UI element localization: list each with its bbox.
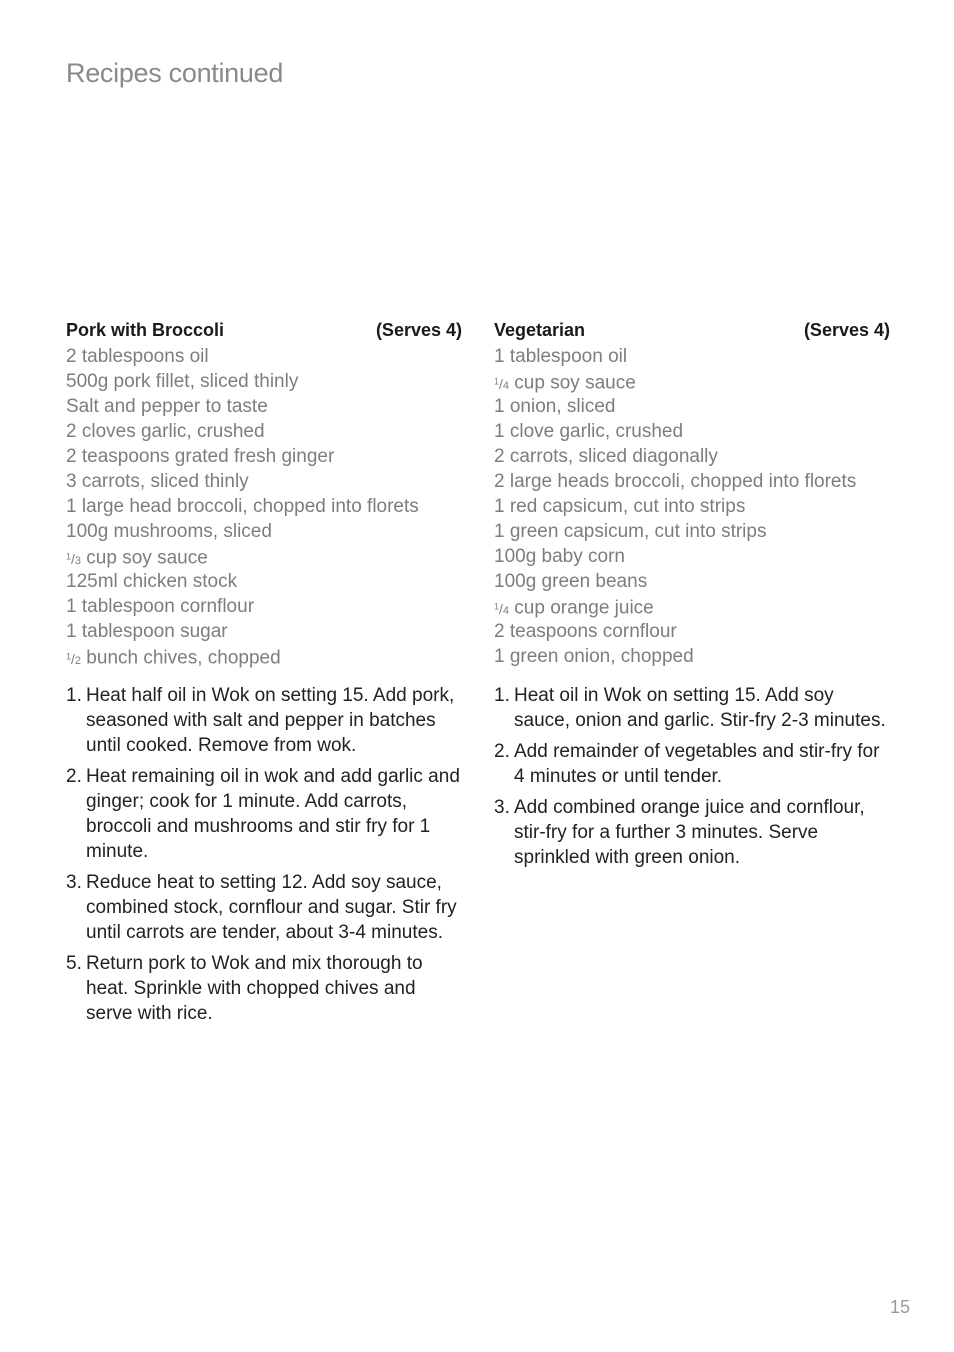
method-step xyxy=(494,795,890,870)
step-text: Add remainder of vegetables and stir-fry for 4 minutes or until tender. xyxy=(514,741,880,787)
ingredient-item xyxy=(66,594,462,619)
step-number: 5. xyxy=(66,953,82,974)
ingredient-item xyxy=(66,444,462,469)
step-text: Reduce heat to setting 12. Add soy sauce, combined stock, cornflour and sugar. Stir fry until carrots are tender, about 3-4 minutes. xyxy=(86,872,457,943)
step-number: 2. xyxy=(494,741,510,762)
recipe-title: Vegetarian xyxy=(494,320,586,340)
recipe-header xyxy=(494,316,890,344)
ingredient-text: 1 large head broccoli, chopped into florets xyxy=(66,496,419,517)
ingredient-text: 2 teaspoons cornflour xyxy=(494,621,677,642)
fraction-numerator: 1 xyxy=(66,651,72,661)
ingredient-text: 1 tablespoon cornflour xyxy=(66,596,255,617)
fraction: $^1$/4 xyxy=(494,375,510,392)
ingredient-text: 2 large heads broccoli, chopped into florets xyxy=(494,471,857,492)
ingredient-text: cup soy sauce xyxy=(81,547,208,569)
step-number: 3. xyxy=(66,872,82,893)
ingredient-text: 2 cloves garlic, crushed xyxy=(66,421,265,442)
recipe-pork-with-broccoli xyxy=(66,316,462,1032)
ingredient-text: 100g green beans xyxy=(494,571,648,592)
ingredient-item xyxy=(494,644,890,669)
step-text: Heat remaining oil in wok and add garlic and ginger; cook for 1 minute. Add carrots, broccoli and mushrooms and stir fry for 1 minute. xyxy=(86,766,460,862)
fraction: $^1$/3 xyxy=(66,550,82,567)
step-number: 3. xyxy=(494,797,510,818)
step-text: Heat oil in Wok on setting 15. Add soy sauce, onion and garlic. Stir-fry 2-3 minutes. xyxy=(514,685,886,731)
step-text: Return pork to Wok and mix thorough to heat. Sprinkle with chopped chives and serve with rice. xyxy=(86,953,423,1024)
fraction-denominator: 2 xyxy=(74,654,82,667)
ingredient-text: 3 carrots, sliced thinly xyxy=(66,471,249,492)
ingredient-item xyxy=(494,444,890,469)
ingredient-text: 1 onion, sliced xyxy=(494,396,616,417)
ingredient-item xyxy=(66,369,462,394)
ingredient-text: 1 tablespoon oil xyxy=(494,346,628,367)
ingredient-item xyxy=(66,644,462,669)
ingredient-item xyxy=(494,344,890,369)
ingredient-text: 500g pork fillet, sliced thinly xyxy=(66,371,299,392)
fraction-denominator: 4 xyxy=(502,604,510,617)
ingredient-text: Salt and pepper to taste xyxy=(66,396,268,417)
ingredient-item xyxy=(66,569,462,594)
ingredient-text: 125ml chicken stock xyxy=(66,571,238,592)
method-step xyxy=(494,683,890,733)
step-number: 1. xyxy=(66,685,82,706)
ingredient-text: bunch chives, chopped xyxy=(81,647,281,669)
method-step xyxy=(66,683,462,758)
ingredient-item xyxy=(66,419,462,444)
ingredient-text: 1 green capsicum, cut into strips xyxy=(494,521,767,542)
step-text: Add combined orange juice and cornflour, stir-fry for a further 3 minutes. Serve sprinkled with green onion. xyxy=(514,797,865,868)
fraction-denominator: 4 xyxy=(502,379,510,392)
method-step xyxy=(66,870,462,945)
method-step xyxy=(66,764,462,864)
recipe-header xyxy=(66,316,462,344)
fraction: $^1$/2 xyxy=(66,650,82,667)
step-number: 1. xyxy=(494,685,510,706)
ingredient-text: cup orange juice xyxy=(509,597,654,619)
ingredient-text: 100g mushrooms, sliced xyxy=(66,521,272,542)
method-step xyxy=(66,951,462,1026)
step-text: Heat half oil in Wok on setting 15. Add pork, seasoned with salt and pepper in batches until cooked. Remove from wok. xyxy=(86,685,455,756)
ingredient-item xyxy=(66,544,462,569)
ingredient-text: 2 tablespoons oil xyxy=(66,346,209,367)
ingredient-text: 1 tablespoon sugar xyxy=(66,621,228,642)
ingredient-text: cup soy sauce xyxy=(509,372,636,394)
ingredient-item xyxy=(494,369,890,394)
fraction-numerator: 1 xyxy=(494,376,500,386)
ingredient-text: 1 red capsicum, cut into strips xyxy=(494,496,746,517)
method-steps xyxy=(494,683,890,870)
recipe-serves: (Serves 4) xyxy=(375,320,462,340)
fraction: $^1$/4 xyxy=(494,600,510,617)
ingredient-item xyxy=(66,344,462,369)
ingredient-item xyxy=(494,494,890,519)
page-number: 15 xyxy=(889,1297,910,1317)
ingredient-item xyxy=(494,594,890,619)
ingredient-item xyxy=(494,519,890,544)
ingredient-item xyxy=(494,419,890,444)
ingredient-item xyxy=(66,469,462,494)
recipe-serves: (Serves 4) xyxy=(803,320,890,340)
ingredient-text: 1 green onion, chopped xyxy=(494,646,694,667)
ingredient-item xyxy=(66,394,462,419)
page-title: Recipes continued xyxy=(66,58,284,88)
ingredient-text: 1 clove garlic, crushed xyxy=(494,421,684,442)
method-steps xyxy=(66,683,462,1026)
ingredient-item xyxy=(66,494,462,519)
ingredient-text: 2 carrots, sliced diagonally xyxy=(494,446,718,467)
step-number: 2. xyxy=(66,766,82,787)
ingredient-item xyxy=(494,469,890,494)
fraction-numerator: 1 xyxy=(66,551,72,561)
ingredient-item xyxy=(494,544,890,569)
method-step xyxy=(494,739,890,789)
ingredient-item xyxy=(66,619,462,644)
ingredient-item xyxy=(494,619,890,644)
fraction-numerator: 1 xyxy=(494,601,500,611)
ingredient-item xyxy=(66,519,462,544)
ingredient-list xyxy=(494,344,890,669)
ingredient-list xyxy=(66,344,462,669)
recipe-vegetarian xyxy=(494,316,890,876)
ingredient-text: 100g baby corn xyxy=(494,546,625,567)
ingredient-text: 2 teaspoons grated fresh ginger xyxy=(66,446,335,467)
ingredient-item xyxy=(494,394,890,419)
fraction-denominator: 3 xyxy=(74,554,82,567)
ingredient-item xyxy=(494,569,890,594)
recipe-title: Pork with Broccoli xyxy=(66,320,225,340)
